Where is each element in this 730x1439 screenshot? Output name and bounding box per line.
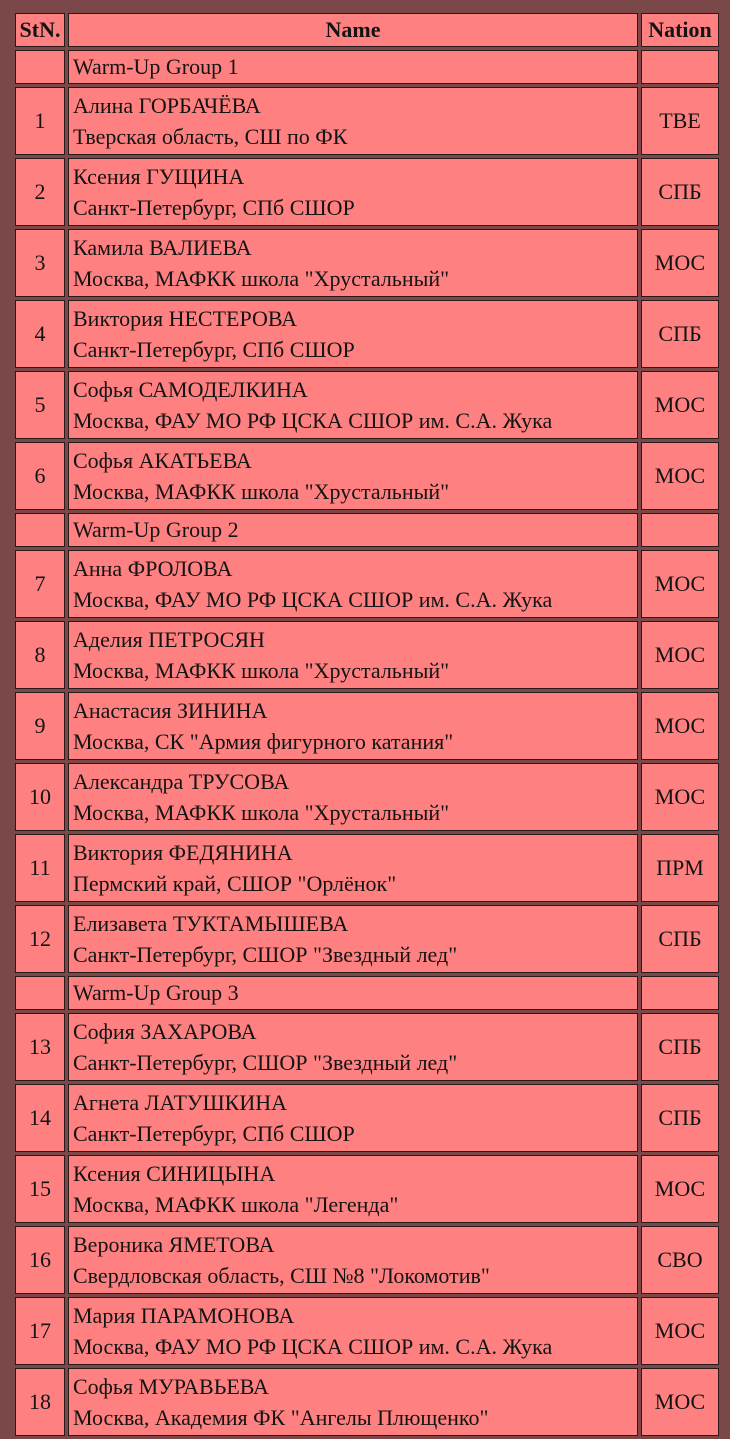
skater-club: Санкт-Петербург, СПб СШОР xyxy=(73,337,355,362)
skater-name: Анастасия ЗИНИНА xyxy=(73,698,268,723)
nation-code: СПБ xyxy=(641,1013,719,1081)
table-row xyxy=(15,621,719,689)
warmup-group-row xyxy=(15,976,719,1010)
warmup-group-label: Warm-Up Group 3 xyxy=(68,976,638,1010)
nation-code: СПБ xyxy=(641,300,719,368)
nation-code: СПБ xyxy=(641,905,719,973)
table-row xyxy=(15,1084,719,1152)
table-row xyxy=(15,763,719,831)
start-number: 18 xyxy=(15,1368,65,1436)
start-number: 5 xyxy=(15,371,65,439)
table-row xyxy=(15,1155,719,1223)
nation-code: ПРМ xyxy=(641,834,719,902)
skater-name: Виктория НЕСТЕРОВА xyxy=(73,306,298,331)
start-number: 9 xyxy=(15,692,65,760)
start-number: 13 xyxy=(15,1013,65,1081)
table-row xyxy=(15,1226,719,1294)
skater-club: Москва, ФАУ МО РФ ЦСКА СШОР им. С.А. Жука xyxy=(73,587,553,612)
skater-name: Анна ФРОЛОВА xyxy=(73,556,233,581)
start-number: 14 xyxy=(15,1084,65,1152)
skater-name: Камила ВАЛИЕВА xyxy=(73,235,252,260)
group-empty-cell xyxy=(15,50,65,84)
start-number: 10 xyxy=(15,763,65,831)
skater-name: Мария ПАРАМОНОВА xyxy=(73,1303,295,1328)
skater-name: Елизавета ТУКТАМЫШЕВА xyxy=(73,911,349,936)
table-row xyxy=(15,158,719,226)
skater-club: Свердловская область, СШ №8 "Локомотив" xyxy=(73,1263,490,1288)
start-number: 7 xyxy=(15,550,65,618)
skater-club: Москва, СК "Армия фигурного катания" xyxy=(73,729,454,754)
header-row xyxy=(15,13,719,47)
skater-cell xyxy=(68,1155,638,1223)
start-number: 17 xyxy=(15,1297,65,1365)
skater-name: Александра ТРУСОВА xyxy=(73,769,290,794)
table-row xyxy=(15,300,719,368)
skater-cell xyxy=(68,1226,638,1294)
nation-code: СПБ xyxy=(641,158,719,226)
skater-name: Ксения ГУЩИНА xyxy=(73,164,245,189)
skater-club: Санкт-Петербург, СШОР "Звездный лед" xyxy=(73,1050,458,1075)
skater-name: Алина ГОРБАЧЁВА xyxy=(73,93,261,118)
skater-club: Пермский край, СШОР "Орлёнок" xyxy=(73,871,397,896)
skater-name: Софья МУРАВЬЕВА xyxy=(73,1374,269,1399)
skater-cell xyxy=(68,763,638,831)
warmup-group-label: Warm-Up Group 2 xyxy=(68,513,638,547)
skater-name: Софья САМОДЕЛКИНА xyxy=(73,377,308,402)
skater-cell xyxy=(68,621,638,689)
header-nation: Nation xyxy=(641,13,719,47)
start-number: 3 xyxy=(15,229,65,297)
start-number: 12 xyxy=(15,905,65,973)
table-row xyxy=(15,834,719,902)
start-number: 4 xyxy=(15,300,65,368)
nation-code: СПБ xyxy=(641,1084,719,1152)
skater-club: Тверская область, СШ по ФК xyxy=(73,124,348,149)
skater-name: Аделия ПЕТРОСЯН xyxy=(73,627,265,652)
skater-cell xyxy=(68,1013,638,1081)
skater-name: Виктория ФЕДЯНИНА xyxy=(73,840,293,865)
skater-name: Софья АКАТЬЕВА xyxy=(73,448,252,473)
warmup-group-label: Warm-Up Group 1 xyxy=(68,50,638,84)
skater-name: София ЗАХАРОВА xyxy=(73,1019,257,1044)
start-number: 6 xyxy=(15,442,65,510)
table-row xyxy=(15,1013,719,1081)
skater-cell xyxy=(68,158,638,226)
skater-club: Санкт-Петербург, СПб СШОР xyxy=(73,195,355,220)
nation-code: СВО xyxy=(641,1226,719,1294)
start-number: 16 xyxy=(15,1226,65,1294)
skater-name: Ксения СИНИЦЫНА xyxy=(73,1161,276,1186)
skater-club: Санкт-Петербург, СШОР "Звездный лед" xyxy=(73,942,458,967)
nation-code: МОС xyxy=(641,621,719,689)
group-empty-cell xyxy=(641,976,719,1010)
header-name: Name xyxy=(68,13,638,47)
skater-cell xyxy=(68,371,638,439)
skater-club: Москва, МАФКК школа "Хрустальный" xyxy=(73,658,450,683)
skater-cell xyxy=(68,834,638,902)
group-empty-cell xyxy=(15,513,65,547)
nation-code: МОС xyxy=(641,692,719,760)
start-number: 2 xyxy=(15,158,65,226)
skater-club: Москва, ФАУ МО РФ ЦСКА СШОР им. С.А. Жука xyxy=(73,1334,553,1359)
nation-code: МОС xyxy=(641,1155,719,1223)
table-row xyxy=(15,1368,719,1436)
warmup-group-row xyxy=(15,50,719,84)
skater-club: Москва, МАФКК школа "Хрустальный" xyxy=(73,800,450,825)
group-empty-cell xyxy=(641,513,719,547)
skater-cell xyxy=(68,442,638,510)
skater-club: Москва, Академия ФК "Ангелы Плющенко" xyxy=(73,1405,489,1430)
nation-code: МОС xyxy=(641,229,719,297)
nation-code: МОС xyxy=(641,550,719,618)
table-row xyxy=(15,229,719,297)
nation-code: ТВЕ xyxy=(641,87,719,155)
header-stn: StN. xyxy=(15,13,65,47)
table-row xyxy=(15,87,719,155)
table-row xyxy=(15,371,719,439)
table-body xyxy=(15,50,719,1436)
group-empty-cell xyxy=(641,50,719,84)
table-row xyxy=(15,905,719,973)
skater-cell xyxy=(68,87,638,155)
skater-cell xyxy=(68,905,638,973)
skater-club: Москва, ФАУ МО РФ ЦСКА СШОР им. С.А. Жука xyxy=(73,408,553,433)
table-row xyxy=(15,692,719,760)
nation-code: МОС xyxy=(641,1368,719,1436)
skater-cell xyxy=(68,1368,638,1436)
start-number: 15 xyxy=(15,1155,65,1223)
table-row xyxy=(15,550,719,618)
skater-cell xyxy=(68,550,638,618)
start-list-table xyxy=(12,10,722,1439)
skater-name: Агнета ЛАТУШКИНА xyxy=(73,1090,288,1115)
skater-cell xyxy=(68,229,638,297)
warmup-group-row xyxy=(15,513,719,547)
nation-code: МОС xyxy=(641,1297,719,1365)
group-empty-cell xyxy=(15,976,65,1010)
skater-cell xyxy=(68,1084,638,1152)
skater-name: Вероника ЯМЕТОВА xyxy=(73,1232,275,1257)
skater-cell xyxy=(68,1297,638,1365)
skater-club: Москва, МАФКК школа "Легенда" xyxy=(73,1192,399,1217)
nation-code: МОС xyxy=(641,763,719,831)
skater-club: Москва, МАФКК школа "Хрустальный" xyxy=(73,479,450,504)
table-row xyxy=(15,442,719,510)
nation-code: МОС xyxy=(641,442,719,510)
skater-cell xyxy=(68,300,638,368)
skater-cell xyxy=(68,692,638,760)
nation-code: МОС xyxy=(641,371,719,439)
skater-club: Москва, МАФКК школа "Хрустальный" xyxy=(73,266,450,291)
table-row xyxy=(15,1297,719,1365)
start-number: 1 xyxy=(15,87,65,155)
skater-club: Санкт-Петербург, СПб СШОР xyxy=(73,1121,355,1146)
start-number: 8 xyxy=(15,621,65,689)
start-number: 11 xyxy=(15,834,65,902)
